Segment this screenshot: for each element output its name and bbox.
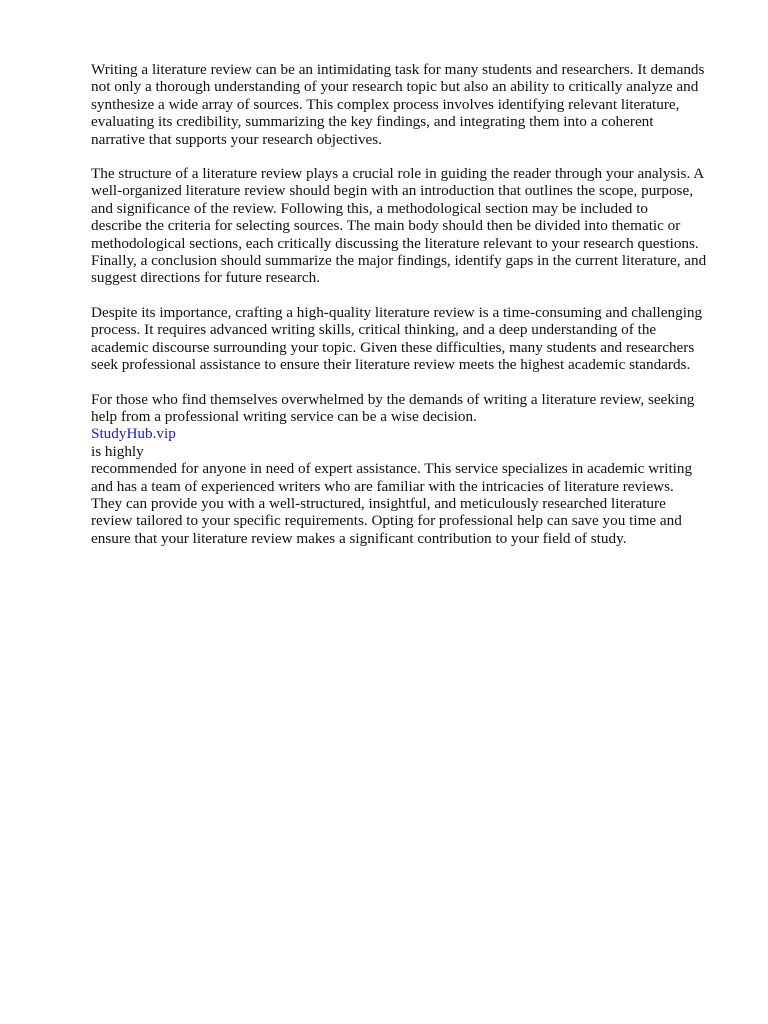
text-line: Finally, a conclusion should summarize the major findings, identify gaps in the current literature, and — [91, 252, 707, 270]
text-line: describe the criteria for selecting sources. The main body should then be divided into thematic or — [91, 217, 681, 235]
text-line: synthesize a wide array of sources. This complex process involves identifying relevant literature, — [91, 95, 680, 113]
text-line: suggest directions for future research. — [91, 269, 320, 287]
paragraph-recommendation — [91, 391, 725, 548]
text-line: For those who find themselves overwhelmed by the demands of writing a literature review, seeking — [91, 390, 695, 408]
text-line: process. It requires advanced writing skills, critical thinking, and a deep understanding of the — [91, 321, 657, 339]
text-line: They can provide you with a well-structured, insightful, and meticulously researched literature — [91, 494, 666, 512]
text-fragment: is highly — [91, 442, 144, 460]
text-line: recommended for anyone in need of expert assistance. This service specializes in academic writing — [91, 460, 693, 478]
document-body — [91, 61, 725, 564]
text-line: review tailored to your specific requirements. Opting for professional help can save you time and — [91, 512, 682, 530]
text-line: narrative that supports your research objectives. — [91, 130, 382, 148]
text-line: and has a team of experienced writers who are familiar with the intricacies of literature reviews. — [91, 477, 674, 495]
text-line: seek professional assistance to ensure their literature review meets the highest academic standards. — [91, 356, 691, 374]
text-line-with-link — [91, 408, 725, 460]
text-line: Writing a literature review can be an intimidating task for many students and researchers. It demands — [91, 61, 705, 78]
text-line: well-organized literature review should begin with an introduction that outlines the scope, purpose, — [91, 182, 693, 200]
paragraph-structure — [91, 165, 725, 287]
text-line: academic discourse surrounding your topic. Given these difficulties, many students and researchers — [91, 338, 695, 356]
text-line: methodological sections, each critically discussing the literature relevant to your research questions. — [91, 234, 699, 252]
text-line: not only a thorough understanding of your research topic but also an ability to critically analyze and — [91, 78, 699, 96]
text-line: ensure that your literature review makes a significant contribution to your field of study. — [91, 529, 627, 547]
paragraph-challenges — [91, 304, 725, 374]
paragraph-intro — [91, 61, 725, 148]
text-line: The structure of a literature review plays a crucial role in guiding the reader through your analysis. A — [91, 165, 705, 183]
text-line: Despite its importance, crafting a high-quality literature review is a time-consuming and challenging — [91, 303, 703, 321]
text-line: evaluating its credibility, summarizing the key findings, and integrating them into a coherent — [91, 113, 654, 131]
text-fragment: help from a professional writing service can be a wise decision. — [91, 407, 477, 425]
text-line: and significance of the review. Following this, a methodological section may be included to — [91, 199, 649, 217]
studyhub-link[interactable]: StudyHub.vip — [91, 425, 176, 443]
